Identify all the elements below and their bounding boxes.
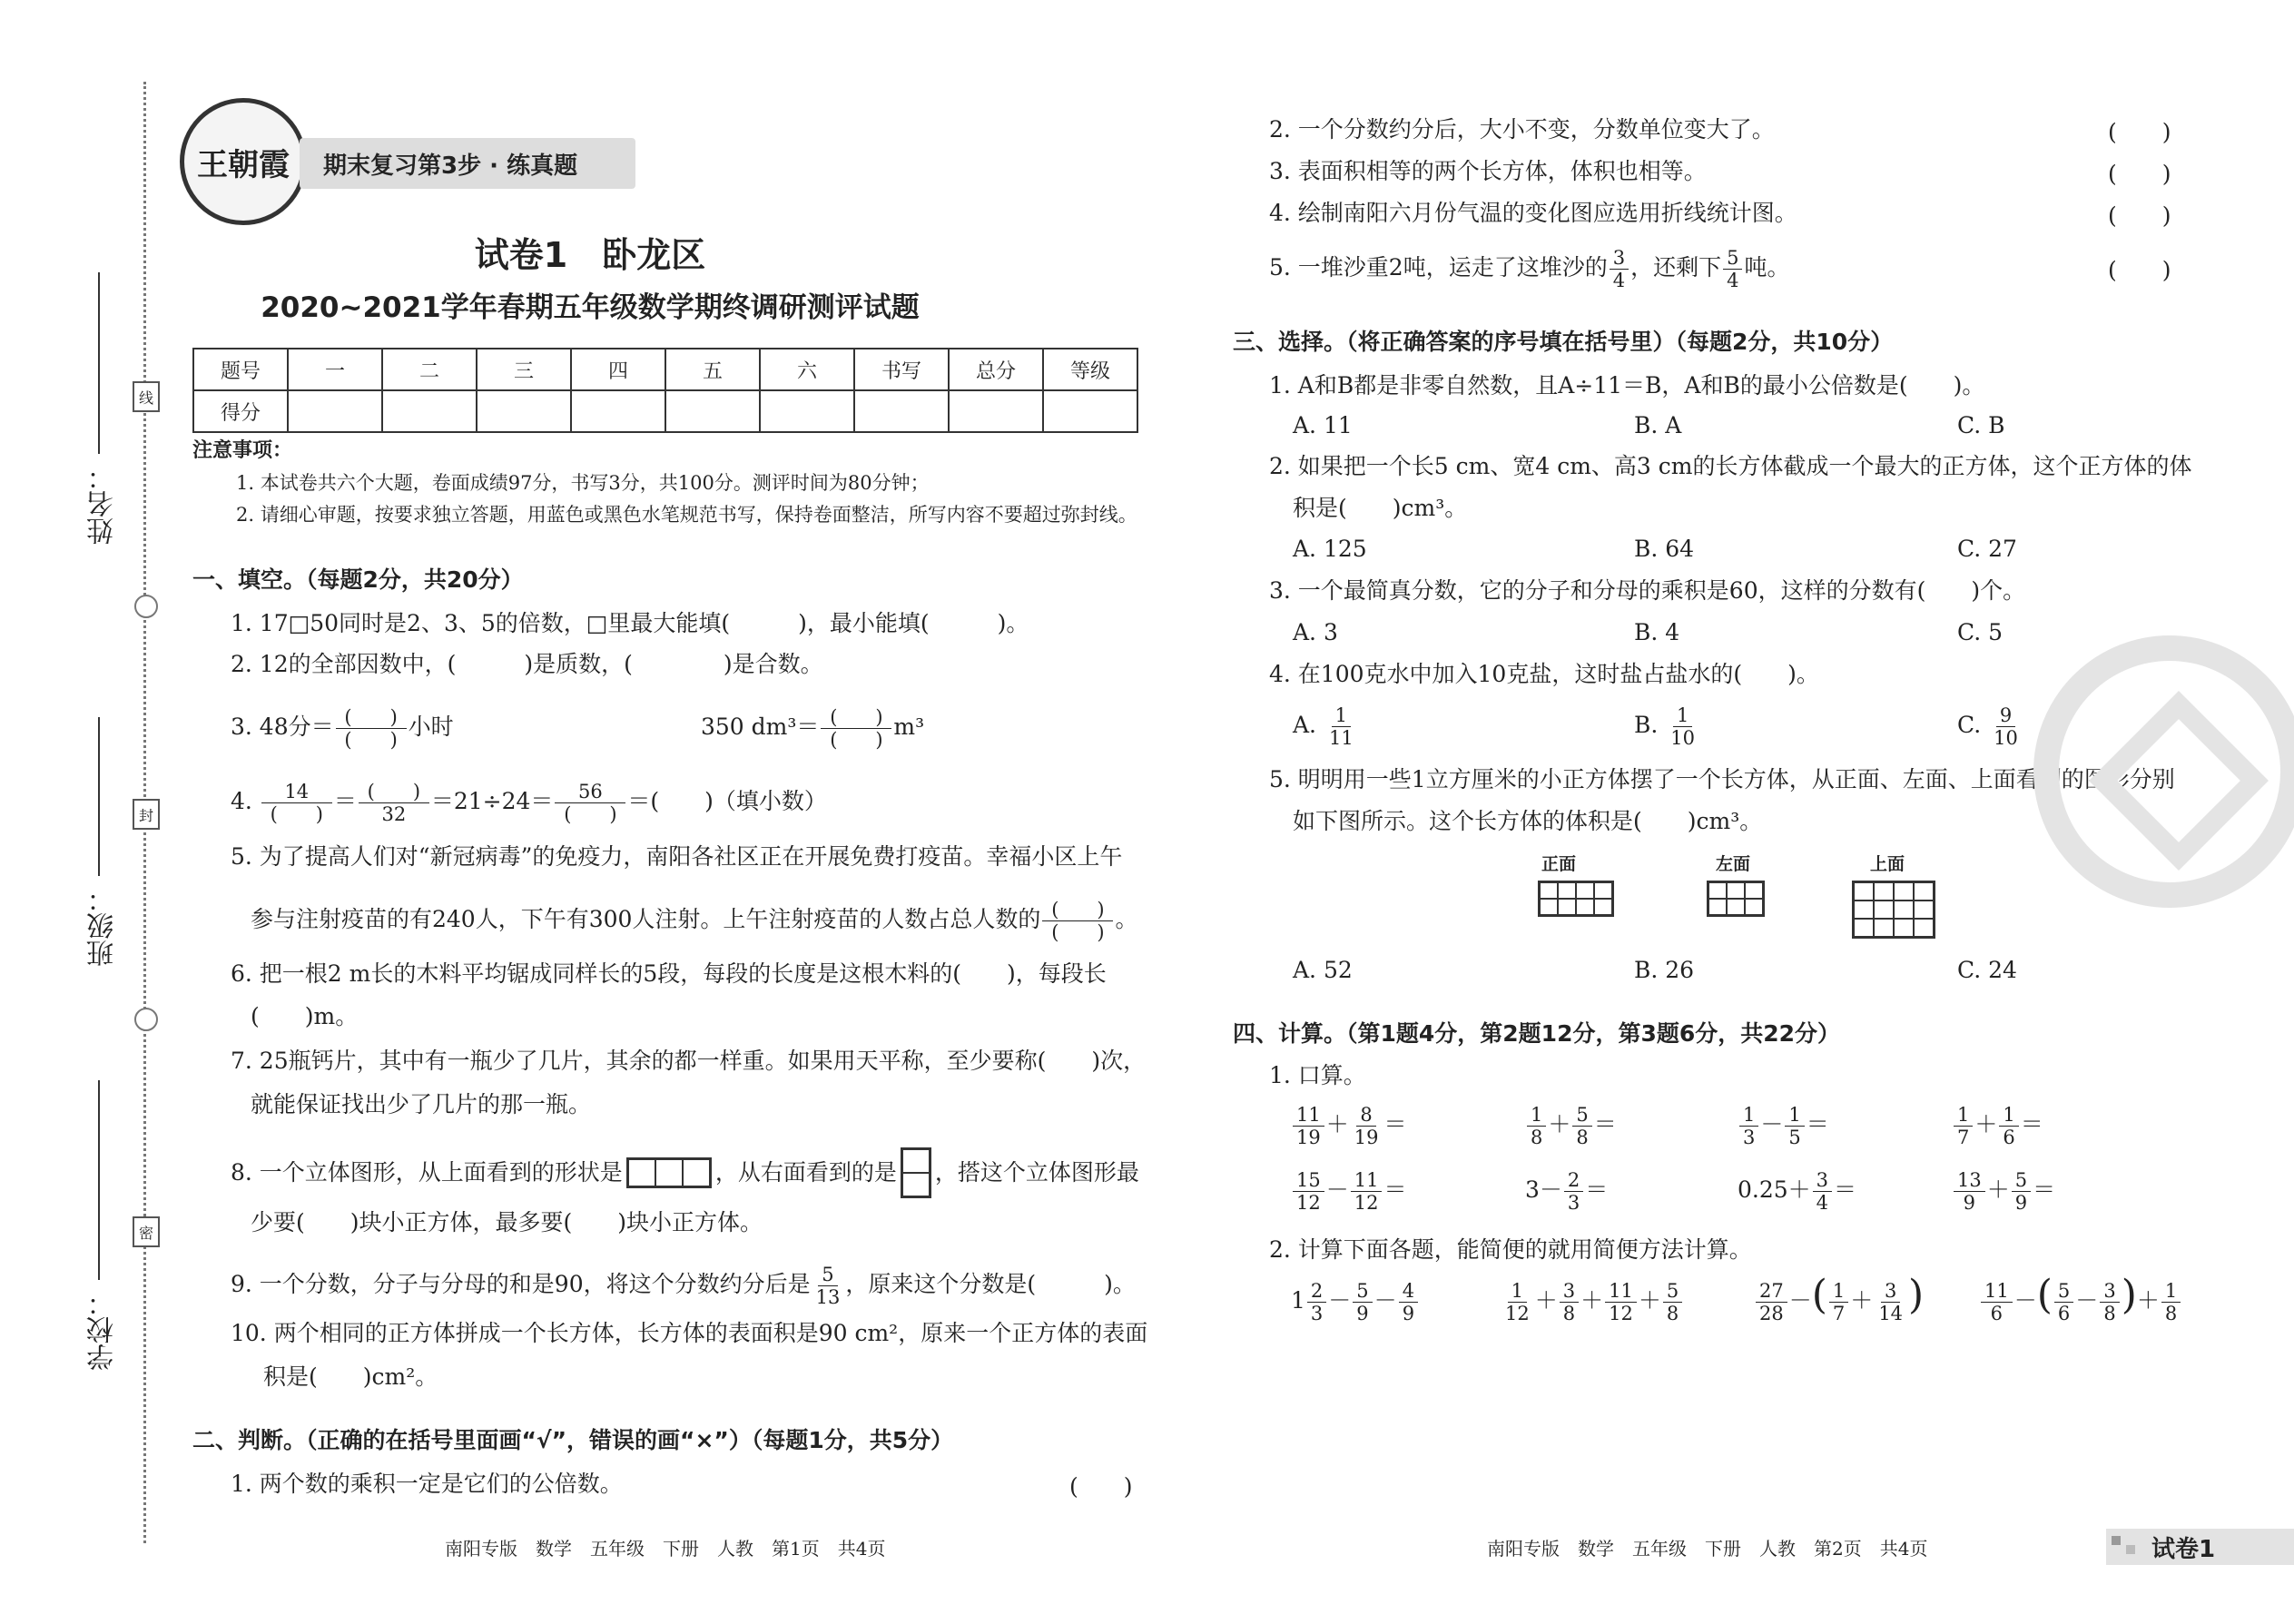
question: 1. 17□50同时是2、3、5的倍数，□里最大能填( )，最小能填( )。 xyxy=(231,610,1029,636)
footer-tag: 试卷1 xyxy=(2151,1536,2216,1563)
calc-expression: $\frac{1}{12}$ ＋ $\frac{3}{8}$ ＋ $\frac{11}{12}$ ＋ $\frac{5}{8}$ xyxy=(1500,1280,1684,1324)
q-text: 3. 48分＝ xyxy=(231,714,334,740)
question: 4. 绘制南阳六月份气温的变化图应选用折线统计图。 xyxy=(1269,200,1797,226)
option[interactable]: C. 5 xyxy=(1957,619,2004,645)
question: 积是( )cm³。 xyxy=(1293,495,1468,521)
option[interactable]: A. $\frac{1}{11}$ xyxy=(1293,704,1354,749)
step-banner: 期末复习第3步 · 练真题 xyxy=(300,138,635,189)
page-subtitle: 2020~2021学年春期五年级数学期终调研测评试题 xyxy=(261,291,920,324)
table-cell: 总分 xyxy=(949,349,1043,390)
table-cell: 四 xyxy=(571,349,665,390)
q-text: ，搭这个立体图形最 xyxy=(934,1159,1139,1186)
answer-paren[interactable]: ( ) xyxy=(2108,119,2171,145)
option[interactable]: C. 27 xyxy=(1957,536,2017,562)
q-text: 5. 一堆沙重2吨，运走了这堆沙的 xyxy=(1269,254,1608,281)
question: 积是( )cm²。 xyxy=(263,1363,438,1390)
page-footer-right: 南阳专版 数学 五年级 下册 人教 第2页 共4页 xyxy=(1487,1538,1928,1560)
notice-item: 1. 本试卷共六个大题，卷面成绩97分，书写3分，共100分。测评时间为80分钟； xyxy=(236,472,930,494)
sub-question: 1. 口算。 xyxy=(1269,1062,1366,1088)
view-label-front: 正面 xyxy=(1541,854,1577,874)
page-title: 试卷1 卧龙区 xyxy=(474,235,706,275)
score-input-cell[interactable] xyxy=(382,390,477,432)
school-field[interactable] xyxy=(98,1080,100,1280)
fraction: $\frac{3}{4}$ xyxy=(1610,247,1629,291)
footer-tag-square xyxy=(2112,1536,2121,1545)
oral-calc: $\frac{1}{7}$ ＋ $\frac{1}{6}$ ＝ xyxy=(1952,1104,2043,1148)
brand-logo xyxy=(180,98,307,225)
fraction: $\frac{5}{4}$ xyxy=(1723,247,1742,291)
table-cell: 得分 xyxy=(193,390,288,432)
option[interactable]: A. 3 xyxy=(1293,619,1338,645)
question: 1. 两个数的乘积一定是它们的公倍数。 xyxy=(231,1471,623,1497)
table-cell: 书写 xyxy=(854,349,949,390)
notice-item: 2. 请细心审题，按要求独立答题，用蓝色或黑色水笔规范书写，保持卷面整洁，所写内容不要超过弥封线。 xyxy=(236,504,1137,526)
table-cell: 题号 xyxy=(193,349,288,390)
oral-calc: $\frac{11}{19}$ ＋ $\frac{8}{19}$ ＝ xyxy=(1291,1104,1407,1148)
q-text: ，还剩下 xyxy=(1630,254,1722,281)
question: 2. 一个分数约分后，大小不变，分数单位变大了。 xyxy=(1269,116,1775,143)
score-table xyxy=(192,348,1138,433)
option[interactable]: B. 4 xyxy=(1634,619,1680,645)
option[interactable]: B. $\frac{1}{10}$ xyxy=(1634,704,1696,749)
table-row xyxy=(193,390,1137,432)
option[interactable]: B. A xyxy=(1634,412,1682,438)
seal-char-3: 密 xyxy=(133,1216,160,1247)
oral-calc: $\frac{15}{12}$ － $\frac{11}{12}$ ＝ xyxy=(1291,1169,1407,1214)
blank-fraction[interactable]: $\frac{( )}{( )}$ xyxy=(821,706,891,751)
name-label: 姓名： xyxy=(87,463,119,545)
q-text: 参与注射疫苗的有240人，下午有300人注射。上午注射疫苗的人数占总人数的 xyxy=(251,906,1041,932)
oral-calc: $\frac{1}{3}$ － $\frac{1}{5}$ ＝ xyxy=(1738,1104,1829,1148)
q-text: ＝( )（填小数） xyxy=(627,788,827,814)
binding-ring xyxy=(134,595,158,618)
oral-calc: $\frac{1}{8}$ ＋ $\frac{5}{8}$ ＝ xyxy=(1525,1104,1617,1148)
logo-text: 王朝霞 xyxy=(197,146,290,183)
question: ( )m。 xyxy=(251,1003,359,1029)
table-cell: 一 xyxy=(288,349,382,390)
oral-calc: 3－ $\frac{2}{3}$ ＝ xyxy=(1525,1169,1609,1214)
score-input-cell[interactable] xyxy=(1043,390,1137,432)
class-field[interactable] xyxy=(98,717,100,876)
left-view-figure xyxy=(1707,881,1765,917)
calc-expression: $\frac{11}{6}$ －( $\frac{5}{6}$ － $\frac{3}{8}$ )＋ $\frac{1}{8}$ xyxy=(1979,1280,2182,1324)
question xyxy=(1269,247,1790,291)
option[interactable]: A. 52 xyxy=(1293,957,1353,983)
question xyxy=(231,1264,1136,1308)
answer-paren[interactable]: ( ) xyxy=(2108,257,2171,283)
blank-fraction[interactable]: $\frac{( )}{( )}$ xyxy=(1042,899,1113,943)
top-view-figure xyxy=(626,1157,712,1188)
q-text: 8. 一个立体图形，从上面看到的形状是 xyxy=(231,1159,623,1186)
table-cell: 六 xyxy=(760,349,854,390)
question: 7. 25瓶钙片，其中有一瓶少了几片，其余的都一样重。如果用天平称，至少要称( )次， xyxy=(231,1048,1147,1074)
section-title: 四、计算。（第1题4分，第2题12分，第3题6分，共22分） xyxy=(1233,1020,1841,1047)
blank-fraction[interactable]: $\frac{56}{( )}$ xyxy=(555,781,625,825)
page-footer-left: 南阳专版 数学 五年级 下册 人教 第1页 共4页 xyxy=(445,1538,886,1560)
table-row xyxy=(193,349,1137,390)
seal-char-1: 线 xyxy=(133,381,160,412)
oral-calc: 0.25＋ $\frac{3}{4}$ ＝ xyxy=(1738,1169,1857,1214)
q-text: 吨。 xyxy=(1744,254,1790,281)
question: 如下图所示。这个长方体的体积是( )cm³。 xyxy=(1293,808,1763,834)
table-cell: 三 xyxy=(477,349,571,390)
score-input-cell[interactable] xyxy=(477,390,571,432)
section-title: 三、选择。（将正确答案的序号填在括号里）（每题2分，共10分） xyxy=(1233,329,1894,355)
question: 2. 12的全部因数中，( )是质数，( )是合数。 xyxy=(231,651,823,677)
table-cell: 五 xyxy=(665,349,760,390)
question: 就能保证找出少了几片的那一瓶。 xyxy=(251,1091,592,1117)
question: 10. 两个相同的正方体拼成一个长方体，长方体的表面积是90 cm²，原来一个正方体的表面 xyxy=(231,1320,1148,1346)
front-view-figure xyxy=(1538,881,1614,917)
section-title: 二、判断。（正确的在括号里面画“√”，错误的画“×”）（每题1分，共5分） xyxy=(192,1427,954,1453)
school-label: 学校： xyxy=(87,1289,119,1371)
answer-paren[interactable]: ( ) xyxy=(2108,202,2171,229)
question: 1. A和B都是非零自然数，且A÷11＝B，A和B的最小公倍数是( )。 xyxy=(1269,372,1985,399)
view-label-left: 左面 xyxy=(1716,854,1751,874)
question xyxy=(231,706,454,751)
table-cell: 等级 xyxy=(1043,349,1137,390)
question: 4. 在100克水中加入10克盐，这时盐占盐水的( )。 xyxy=(1269,661,1819,687)
question: 3. 一个最简真分数，它的分子和分母的乘积是60，这样的分数有( )个。 xyxy=(1269,577,2026,604)
q-text: 9. 一个分数，分子与分母的和是90，将这个分数约分后是 xyxy=(231,1271,811,1297)
score-input-cell[interactable] xyxy=(665,390,760,432)
question xyxy=(701,706,924,751)
q-text: ，原来这个分数是( )。 xyxy=(845,1271,1136,1297)
binding-ring xyxy=(134,1008,158,1031)
answer-paren[interactable]: ( ) xyxy=(2108,161,2171,187)
top-view-figure xyxy=(1852,881,1935,939)
section-title: 一、填空。（每题2分，共20分） xyxy=(192,566,524,593)
notice-title: 注意事项： xyxy=(192,439,293,462)
class-label: 班级： xyxy=(87,885,119,967)
question: 参与注射疫苗的有240人，下午有300人注射。上午注射疫苗的人数占总人数的 $\frac{( )}{( )}$ 。 xyxy=(251,899,1138,943)
score-input-cell[interactable] xyxy=(854,390,949,432)
question: 3. 表面积相等的两个长方体，体积也相等。 xyxy=(1269,158,1707,184)
fraction: $\frac{5}{13}$ xyxy=(815,1264,841,1308)
q-text: 小时 xyxy=(408,714,454,740)
q-text: m³ xyxy=(893,714,925,740)
question: 6. 把一根2 m长的木料平均锯成同样长的5段，每段的长度是这根木料的( )，每段长 xyxy=(231,960,1107,987)
q-text: ，从右面看到的是 xyxy=(714,1159,897,1186)
calc-expression: 1 $\frac{2}{3}$ － $\frac{5}{9}$ － $\frac{4}{9}$ xyxy=(1291,1280,1420,1324)
blank-fraction[interactable]: $\frac{( )}{( )}$ xyxy=(336,706,407,751)
question: 5. 为了提高人们对“新冠病毒”的免疫力，南阳各社区正在开展免费打疫苗。幸福小区上午 xyxy=(231,843,1123,870)
blank-fraction[interactable]: $\frac{( )}{32}$ xyxy=(359,781,429,825)
question: 4. $\frac{14}{( )}$ ＝ $\frac{( )}{32}$ ＝21÷24＝ $\frac{56}{( )}$ ＝( )（填小数） xyxy=(231,781,827,825)
question xyxy=(231,1147,1139,1198)
q-text: 350 dm³＝ xyxy=(701,714,820,740)
question: 5. 明明用一些1立方厘米的小正方体摆了一个长方体，从正面、左面、上面看到的图形分别 xyxy=(1269,766,2175,792)
question: 少要( )块小正方体，最多要( )块小正方体。 xyxy=(251,1209,763,1235)
table-cell: 二 xyxy=(382,349,477,390)
sub-question: 2. 计算下面各题，能简便的就用简便方法计算。 xyxy=(1269,1236,1752,1263)
option[interactable]: B. 26 xyxy=(1634,957,1695,983)
option[interactable]: C. B xyxy=(1957,412,2005,438)
oral-calc: $\frac{13}{9}$ ＋ $\frac{5}{9}$ ＝ xyxy=(1952,1169,2055,1214)
option[interactable]: A. 125 xyxy=(1293,536,1367,562)
right-view-figure xyxy=(901,1147,931,1198)
option[interactable]: C. $\frac{9}{10}$ xyxy=(1957,704,2018,749)
calc-expression: $\frac{27}{28}$ －( $\frac{1}{7}$ ＋ $\frac{3}{14}$ ) xyxy=(1754,1280,1924,1324)
score-input-cell[interactable] xyxy=(288,390,382,432)
seal-char-2: 封 xyxy=(133,799,160,830)
question: 2. 如果把一个长5 cm、宽4 cm、高3 cm的长方体截成一个最大的正方体，这个正方体的体 xyxy=(1269,453,2192,479)
option[interactable]: A. 11 xyxy=(1293,412,1353,438)
score-input-cell[interactable] xyxy=(760,390,854,432)
option[interactable]: B. 64 xyxy=(1634,536,1695,562)
fraction: $\frac{14}{( )}$ xyxy=(261,781,332,825)
footer-tag-square xyxy=(2126,1545,2135,1554)
option[interactable]: C. 24 xyxy=(1957,957,2017,983)
q-text: ＝21÷24＝ xyxy=(430,788,554,814)
score-input-cell[interactable] xyxy=(571,390,665,432)
answer-paren[interactable]: ( ) xyxy=(1069,1473,1133,1500)
score-input-cell[interactable] xyxy=(949,390,1043,432)
view-label-top: 上面 xyxy=(1870,854,1905,874)
